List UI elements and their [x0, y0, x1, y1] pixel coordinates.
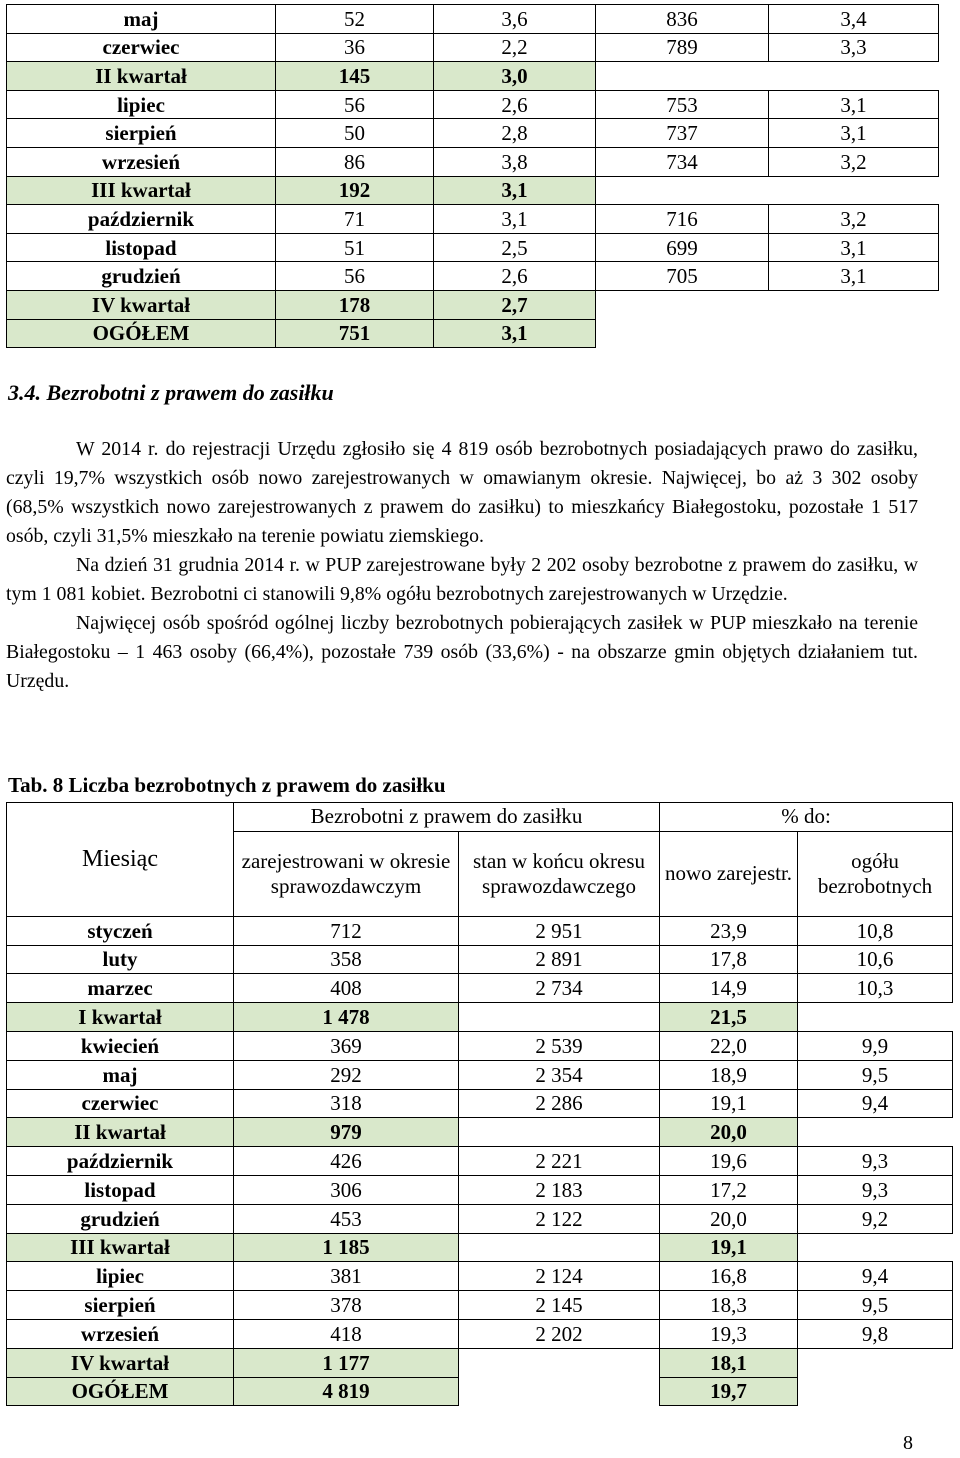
- table-row: [7, 1204, 953, 1233]
- top-statistics-table: [6, 4, 939, 348]
- page-number: 8: [903, 1432, 913, 1454]
- cell-percent-a: 3,1: [434, 176, 596, 205]
- cell-count-b: 699: [596, 233, 769, 262]
- cell-newly-percent: 20,0: [660, 1118, 798, 1147]
- section-heading: 3.4. Bezrobotni z prawem do zasiłku: [8, 380, 334, 405]
- row-month: październik: [7, 1147, 234, 1176]
- cell-percent-a: 2,5: [434, 233, 596, 262]
- empty-cell: [798, 1233, 953, 1262]
- cell-end-of-period: 2 286: [459, 1089, 660, 1118]
- row-month: IV kwartał: [7, 1348, 234, 1377]
- cell-total-percent: 9,4: [798, 1089, 953, 1118]
- table-row: [7, 1319, 953, 1348]
- cell-percent-a: 3,8: [434, 147, 596, 176]
- row-month: III kwartał: [7, 176, 276, 205]
- cell-total-percent: 10,3: [798, 974, 953, 1003]
- top-table-body: [7, 5, 939, 348]
- cell-percent-a: 2,6: [434, 90, 596, 119]
- cell-end-of-period: 2 539: [459, 1031, 660, 1060]
- row-month: styczeń: [7, 916, 234, 945]
- table-row: [7, 1089, 953, 1118]
- quarter-row: [7, 1118, 953, 1147]
- cell-end-of-period: 2 202: [459, 1319, 660, 1348]
- cell-count: 50: [276, 119, 434, 148]
- cell-total-percent: 9,3: [798, 1147, 953, 1176]
- quarter-row: [7, 176, 939, 205]
- cell-end-of-period: 2 951: [459, 916, 660, 945]
- empty-cell: [459, 1003, 660, 1032]
- empty-cell: [798, 1377, 953, 1406]
- cell-registered: 1 177: [234, 1348, 459, 1377]
- cell-percent-a: 3,0: [434, 62, 596, 91]
- table-row: [7, 974, 953, 1003]
- cell-count-b: 789: [596, 33, 769, 62]
- table-row: [7, 1147, 953, 1176]
- cell-count-b: 734: [596, 147, 769, 176]
- table-row: [7, 916, 953, 945]
- cell-registered: 318: [234, 1089, 459, 1118]
- cell-count: 86: [276, 147, 434, 176]
- cell-newly-percent: 19,1: [660, 1233, 798, 1262]
- cell-percent-b: 3,1: [769, 119, 939, 148]
- cell-count: 178: [276, 290, 434, 319]
- empty-cell: [459, 1233, 660, 1262]
- quarter-row: [7, 1003, 953, 1032]
- table-header: [7, 803, 953, 917]
- table-row: [7, 1175, 953, 1204]
- quarter-row: [7, 319, 939, 348]
- table-row: [7, 147, 939, 176]
- row-month: sierpień: [7, 119, 276, 148]
- row-month: listopad: [7, 233, 276, 262]
- cell-end-of-period: 2 124: [459, 1262, 660, 1291]
- cell-percent-b: 3,1: [769, 233, 939, 262]
- row-month: wrzesień: [7, 147, 276, 176]
- row-month: czerwiec: [7, 1089, 234, 1118]
- cell-count-b: 716: [596, 205, 769, 234]
- quarter-row: [7, 62, 939, 91]
- cell-registered: 1 185: [234, 1233, 459, 1262]
- paragraph-3: Najwięcej osób spośród ogólnej liczby bezrobotnych pobierających zasiłek w PUP mieszkało na terenie Białegostoku – 1 463 osoby (66,4%), pozostałe 739 osób (33,6%) - na obszarze gmin objętych działaniem tut. Urzędu.: [6, 612, 918, 692]
- row-month: III kwartał: [7, 1233, 234, 1262]
- table-row: [7, 5, 939, 34]
- cell-registered: 4 819: [234, 1377, 459, 1406]
- empty-cell: [798, 1118, 953, 1147]
- cell-total-percent: 9,2: [798, 1204, 953, 1233]
- section-body: [6, 435, 918, 696]
- cell-newly-percent: 14,9: [660, 974, 798, 1003]
- benefit-unemployed-table: [6, 802, 953, 1406]
- cell-total-percent: 9,4: [798, 1262, 953, 1291]
- cell-registered: 1 478: [234, 1003, 459, 1032]
- row-month: marzec: [7, 974, 234, 1003]
- cell-percent-a: 2,6: [434, 262, 596, 291]
- cell-newly-percent: 22,0: [660, 1031, 798, 1060]
- cell-newly-percent: 19,7: [660, 1377, 798, 1406]
- cell-count: 71: [276, 205, 434, 234]
- cell-count: 51: [276, 233, 434, 262]
- cell-end-of-period: 2 891: [459, 945, 660, 974]
- cell-total-percent: 9,5: [798, 1060, 953, 1089]
- cell-newly-percent: 20,0: [660, 1204, 798, 1233]
- cell-percent-b: 3,4: [769, 5, 939, 34]
- cell-count: 52: [276, 5, 434, 34]
- header-group-percent: % do:: [660, 803, 953, 832]
- empty-cell: [596, 319, 939, 348]
- table-caption: Tab. 8 Liczba bezrobotnych z prawem do zasiłku: [8, 773, 446, 797]
- row-month: czerwiec: [7, 33, 276, 62]
- row-month: grudzień: [7, 262, 276, 291]
- cell-registered: 979: [234, 1118, 459, 1147]
- cell-registered: 292: [234, 1060, 459, 1089]
- cell-percent-a: 2,2: [434, 33, 596, 62]
- cell-end-of-period: 2 122: [459, 1204, 660, 1233]
- cell-registered: 378: [234, 1291, 459, 1320]
- quarter-row: [7, 1233, 953, 1262]
- cell-end-of-period: 2 221: [459, 1147, 660, 1176]
- cell-registered: 306: [234, 1175, 459, 1204]
- quarter-row: [7, 1348, 953, 1377]
- cell-end-of-period: 2 734: [459, 974, 660, 1003]
- cell-count: 192: [276, 176, 434, 205]
- table-row: [7, 262, 939, 291]
- table-row: [7, 945, 953, 974]
- row-month: wrzesień: [7, 1319, 234, 1348]
- empty-cell: [798, 1003, 953, 1032]
- row-month: październik: [7, 205, 276, 234]
- cell-total-percent: 9,5: [798, 1291, 953, 1320]
- empty-cell: [459, 1377, 660, 1406]
- cell-count: 145: [276, 62, 434, 91]
- row-month: OGÓŁEM: [7, 319, 276, 348]
- empty-cell: [798, 1348, 953, 1377]
- cell-newly-percent: 23,9: [660, 916, 798, 945]
- paragraph-2: Na dzień 31 grudnia 2014 r. w PUP zarejestrowane były 2 202 osoby bezrobotne z prawem do zasiłku, w tym 1 081 kobiet. Bezrobotni ci stanowili 9,8% ogółu bezrobotnych zarejestrowanych w Urzędzie.: [6, 554, 918, 605]
- cell-newly-percent: 17,8: [660, 945, 798, 974]
- cell-percent-b: 3,2: [769, 205, 939, 234]
- row-month: luty: [7, 945, 234, 974]
- table-row: [7, 1060, 953, 1089]
- cell-count-b: 836: [596, 5, 769, 34]
- row-month: sierpień: [7, 1291, 234, 1320]
- cell-count: 56: [276, 90, 434, 119]
- header-group-benefit: Bezrobotni z prawem do zasiłku: [234, 803, 660, 832]
- empty-cell: [596, 176, 939, 205]
- row-month: lipiec: [7, 1262, 234, 1291]
- quarter-row: [7, 290, 939, 319]
- cell-count: 751: [276, 319, 434, 348]
- cell-total-percent: 9,9: [798, 1031, 953, 1060]
- cell-newly-percent: 18,9: [660, 1060, 798, 1089]
- cell-count-b: 705: [596, 262, 769, 291]
- header-newly-registered: nowo zarejestr.: [660, 831, 798, 916]
- cell-newly-percent: 17,2: [660, 1175, 798, 1204]
- cell-registered: 381: [234, 1262, 459, 1291]
- cell-total-percent: 10,6: [798, 945, 953, 974]
- quarter-row: [7, 1377, 953, 1406]
- empty-cell: [459, 1348, 660, 1377]
- cell-count: 56: [276, 262, 434, 291]
- table-row: [7, 205, 939, 234]
- cell-newly-percent: 19,6: [660, 1147, 798, 1176]
- cell-percent-b: 3,3: [769, 33, 939, 62]
- cell-end-of-period: 2 354: [459, 1060, 660, 1089]
- cell-percent-a: 3,1: [434, 319, 596, 348]
- header-registered: zarejestrowani w okresie sprawozdawczym: [234, 831, 459, 916]
- cell-count-b: 737: [596, 119, 769, 148]
- row-month: listopad: [7, 1175, 234, 1204]
- empty-cell: [459, 1118, 660, 1147]
- cell-registered: 369: [234, 1031, 459, 1060]
- row-month: grudzień: [7, 1204, 234, 1233]
- cell-percent-b: 3,2: [769, 147, 939, 176]
- cell-newly-percent: 18,3: [660, 1291, 798, 1320]
- cell-percent-a: 3,1: [434, 205, 596, 234]
- header-end-of-period: stan w końcu okresu sprawozdawczego: [459, 831, 660, 916]
- table-row: [7, 1262, 953, 1291]
- cell-total-percent: 10,8: [798, 916, 953, 945]
- paragraph-1: W 2014 r. do rejestracji Urzędu zgłosiło się 4 819 osób bezrobotnych posiadających prawo do zasiłku, czyli 19,7% wszystkich osób nowo zarejestrowanych w omawianym okresie. Najwięcej, bo aż 3 302 osoby (68,5% wszystkich nowo zarejestrowanych z prawem do zasiłku) to mieszkańcy Białegostoku, pozostałe 1 517 osób, czyli 31,5% mieszkało na terenie powiatu ziemskiego.: [6, 438, 918, 547]
- row-month: lipiec: [7, 90, 276, 119]
- table-row: [7, 33, 939, 62]
- cell-registered: 453: [234, 1204, 459, 1233]
- cell-percent-a: 2,8: [434, 119, 596, 148]
- cell-newly-percent: 19,3: [660, 1319, 798, 1348]
- row-month: II kwartał: [7, 1118, 234, 1147]
- cell-registered: 418: [234, 1319, 459, 1348]
- cell-percent-b: 3,1: [769, 262, 939, 291]
- header-month: Miesiąc: [7, 803, 234, 917]
- row-month: I kwartał: [7, 1003, 234, 1032]
- cell-newly-percent: 18,1: [660, 1348, 798, 1377]
- cell-count-b: 753: [596, 90, 769, 119]
- cell-percent-b: 3,1: [769, 90, 939, 119]
- table-row: [7, 233, 939, 262]
- cell-total-percent: 9,3: [798, 1175, 953, 1204]
- row-month: kwiecień: [7, 1031, 234, 1060]
- table-row: [7, 1031, 953, 1060]
- row-month: IV kwartał: [7, 290, 276, 319]
- row-month: maj: [7, 1060, 234, 1089]
- cell-end-of-period: 2 145: [459, 1291, 660, 1320]
- cell-registered: 358: [234, 945, 459, 974]
- table-row: [7, 1291, 953, 1320]
- cell-registered: 426: [234, 1147, 459, 1176]
- cell-registered: 712: [234, 916, 459, 945]
- cell-newly-percent: 19,1: [660, 1089, 798, 1118]
- row-month: maj: [7, 5, 276, 34]
- cell-count: 36: [276, 33, 434, 62]
- table-row: [7, 90, 939, 119]
- row-month: II kwartał: [7, 62, 276, 91]
- cell-percent-a: 3,6: [434, 5, 596, 34]
- cell-newly-percent: 21,5: [660, 1003, 798, 1032]
- cell-newly-percent: 16,8: [660, 1262, 798, 1291]
- cell-registered: 408: [234, 974, 459, 1003]
- cell-total-percent: 9,8: [798, 1319, 953, 1348]
- row-month: OGÓŁEM: [7, 1377, 234, 1406]
- empty-cell: [596, 62, 939, 91]
- table-row: [7, 119, 939, 148]
- empty-cell: [596, 290, 939, 319]
- cell-end-of-period: 2 183: [459, 1175, 660, 1204]
- header-total-unemployed: ogółu bezrobotnych: [798, 831, 953, 916]
- cell-percent-a: 2,7: [434, 290, 596, 319]
- table-body: [7, 916, 953, 1406]
